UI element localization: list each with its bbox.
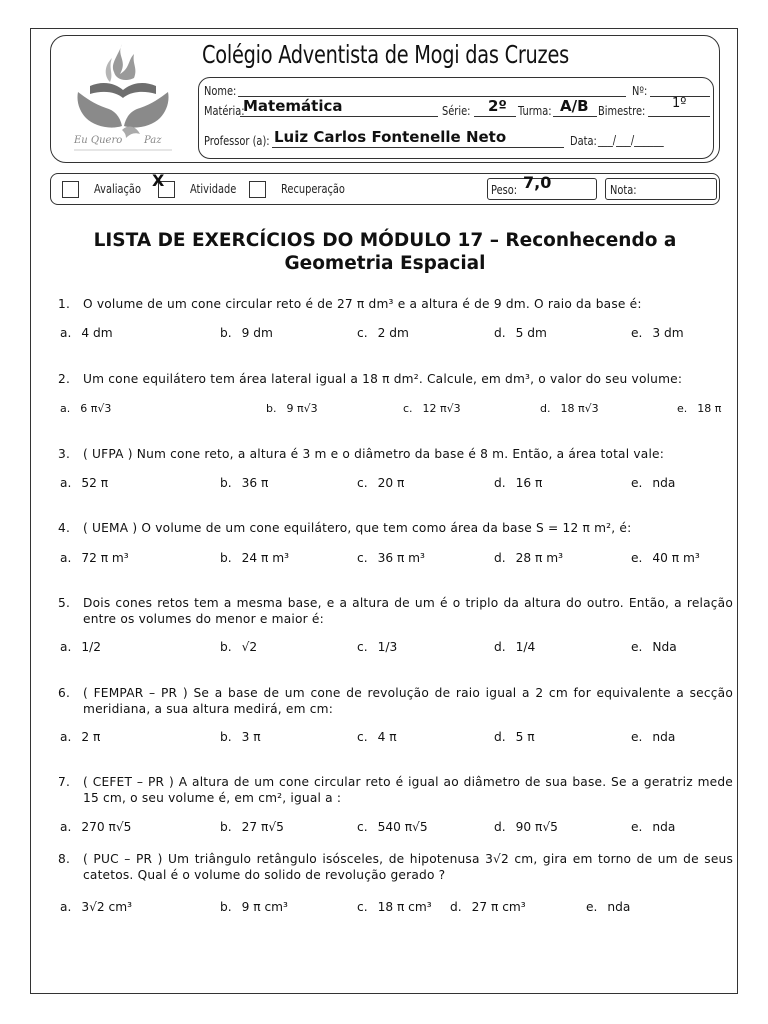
nota-label: Nota:: [610, 183, 637, 197]
numero-label: Nº:: [632, 84, 648, 98]
option-letter: b.: [220, 820, 232, 834]
option-text: 18 π: [697, 402, 722, 415]
q4-option-a[interactable]: [60, 551, 129, 565]
option-letter: d.: [494, 476, 506, 490]
option-letter: b.: [220, 900, 232, 914]
q6-option-a[interactable]: [60, 730, 100, 744]
option-text: 36 π: [241, 476, 269, 490]
option-text: 27 π cm³: [471, 900, 526, 914]
q1-option-b[interactable]: [220, 326, 273, 340]
logo-caption-right: Paz: [144, 135, 162, 146]
question-number: 8.: [58, 852, 71, 866]
q2-option-c[interactable]: [403, 402, 461, 415]
question-number: 5.: [58, 596, 71, 610]
q4-option-c[interactable]: [357, 551, 425, 565]
q8-option-a[interactable]: [60, 900, 132, 914]
q3-option-d[interactable]: [494, 476, 542, 490]
bimestre-value: 1º: [672, 96, 687, 111]
option-text: 3√2 cm³: [81, 900, 132, 914]
option-letter: d.: [494, 730, 506, 744]
q3-option-c[interactable]: [357, 476, 404, 490]
option-text: 36 π m³: [377, 551, 425, 565]
q5-option-d[interactable]: [494, 640, 535, 654]
q7-option-c[interactable]: [357, 820, 428, 834]
q7-option-e[interactable]: [631, 820, 675, 834]
question-number: 3.: [58, 447, 71, 461]
bimestre-field[interactable]: [648, 116, 710, 117]
option-text: 72 π m³: [81, 551, 129, 565]
question-text: ( FEMPAR – PR ) Se a base de um cone de revolução de raio igual a 2 cm for equivalente a secção meridiana, a sua altura medirá, em cm:: [83, 686, 733, 716]
option-text: 9 π cm³: [241, 900, 288, 914]
option-letter: a.: [60, 900, 72, 914]
option-letter: a.: [60, 640, 72, 654]
q8-option-d[interactable]: [450, 900, 526, 914]
option-text: 24 π m³: [241, 551, 289, 565]
q1-option-a[interactable]: [60, 326, 113, 340]
atividade-check-mark: X: [152, 171, 165, 190]
question-text: Dois cones retos tem a mesma base, e a altura de um é o triplo da altura do outro. Então, a relação entre os volumes do menor e maior é:: [83, 596, 733, 626]
option-letter: e.: [631, 326, 643, 340]
option-letter: d.: [540, 402, 551, 415]
option-letter: b.: [266, 402, 277, 415]
option-text: 90 π√5: [515, 820, 558, 834]
option-text: nda: [652, 820, 676, 834]
q6-option-c[interactable]: [357, 730, 397, 744]
avaliacao-checkbox[interactable]: [62, 181, 79, 198]
logo-caption-left: Eu Quero: [74, 135, 123, 146]
q6-option-e[interactable]: [631, 730, 675, 744]
question-text: ( CEFET – PR ) A altura de um cone circular reto é igual ao diâmetro de sua base. Se a geratriz mede 15 cm, o seu volume é, em cm², igual a :: [83, 775, 733, 805]
option-letter: e.: [631, 730, 643, 744]
q7-option-d[interactable]: [494, 820, 558, 834]
school-logo: [64, 38, 182, 160]
option-letter: a.: [60, 730, 72, 744]
question-number: 2.: [58, 372, 71, 386]
q1-option-d[interactable]: [494, 326, 547, 340]
option-letter: c.: [357, 640, 368, 654]
peso-label: Peso:: [491, 183, 518, 197]
nome-label: Nome:: [204, 84, 237, 98]
option-letter: e.: [631, 820, 643, 834]
option-text: 27 π√5: [241, 820, 284, 834]
serie-label: Série:: [442, 104, 471, 118]
option-text: 6 π√3: [80, 402, 112, 415]
q1-option-e[interactable]: [631, 326, 684, 340]
q5-option-a[interactable]: [60, 640, 101, 654]
option-letter: c.: [357, 820, 368, 834]
option-letter: c.: [357, 326, 368, 340]
q7-option-b[interactable]: [220, 820, 284, 834]
option-text: 270 π√5: [81, 820, 132, 834]
question-text: Um cone equilátero tem área lateral igual a 18 π dm². Calcule, em dm³, o valor do seu volume:: [83, 372, 683, 386]
q3-option-b[interactable]: [220, 476, 268, 490]
option-text: 1/2: [81, 640, 101, 654]
avaliacao-label: Avaliação: [94, 182, 141, 196]
title-line-2: Geometria Espacial: [284, 253, 486, 274]
turma-field[interactable]: [553, 116, 597, 117]
question-text: ( PUC – PR ) Um triângulo retângulo isósceles, de hipotenusa 3√2 cm, gira em torno de um de seus catetos. Qual é o volume do solido de revolução gerado ?: [83, 852, 733, 882]
peso-value: 7,0: [523, 173, 552, 192]
option-letter: e.: [631, 640, 643, 654]
q4-option-d[interactable]: [494, 551, 563, 565]
q3-option-e[interactable]: [631, 476, 675, 490]
option-text: 4 π: [377, 730, 397, 744]
q5-option-c[interactable]: [357, 640, 397, 654]
option-letter: b.: [220, 326, 232, 340]
option-letter: c.: [357, 730, 368, 744]
option-text: 16 π: [515, 476, 543, 490]
q8-option-e[interactable]: [586, 900, 630, 914]
option-text: 4 dm: [81, 326, 113, 340]
q5-option-b[interactable]: [220, 640, 257, 654]
option-letter: a.: [60, 551, 72, 565]
option-letter: d.: [450, 900, 462, 914]
title-line-1: LISTA DE EXERCÍCIOS DO MÓDULO 17 – Reconhecendo a: [93, 230, 677, 251]
q6-option-d[interactable]: [494, 730, 535, 744]
option-letter: e.: [586, 900, 598, 914]
option-text: 40 π m³: [652, 551, 700, 565]
q2-option-b[interactable]: [266, 402, 318, 415]
option-letter: b.: [220, 551, 232, 565]
option-text: 12 π√3: [422, 402, 461, 415]
option-letter: a.: [60, 326, 72, 340]
option-text: nda: [652, 730, 676, 744]
option-text: 2 π: [81, 730, 101, 744]
option-text: 9 π√3: [286, 402, 318, 415]
q2-option-d[interactable]: [540, 402, 599, 415]
option-letter: c.: [357, 551, 368, 565]
worksheet-title: [40, 229, 730, 275]
q8-option-c[interactable]: [357, 900, 432, 914]
option-text: Nda: [652, 640, 677, 654]
q6-option-b[interactable]: [220, 730, 261, 744]
option-text: 18 π√3: [560, 402, 599, 415]
q2-option-a[interactable]: [60, 402, 111, 415]
option-text: 5 dm: [515, 326, 547, 340]
recuperacao-checkbox[interactable]: [249, 181, 266, 198]
option-letter: e.: [677, 402, 688, 415]
option-text: 18 π cm³: [377, 900, 432, 914]
option-text: 3 π: [241, 730, 261, 744]
option-letter: b.: [220, 476, 232, 490]
question-number: 7.: [58, 775, 71, 789]
q4-option-e[interactable]: [631, 551, 700, 565]
option-text: nda: [607, 900, 631, 914]
data-field[interactable]: ___/___/______: [598, 133, 664, 147]
option-text: nda: [652, 476, 676, 490]
materia-label: Matéria:: [204, 104, 245, 118]
option-text: 5 π: [515, 730, 535, 744]
q4-option-b[interactable]: [220, 551, 289, 565]
data-label: Data:: [570, 134, 597, 148]
question-number: 1.: [58, 297, 71, 311]
recuperacao-label: Recuperação: [281, 182, 345, 196]
q1-option-c[interactable]: [357, 326, 409, 340]
option-letter: d.: [494, 640, 506, 654]
professor-field[interactable]: [272, 147, 564, 148]
q3-option-a[interactable]: [60, 476, 108, 490]
option-text: 28 π m³: [515, 551, 563, 565]
bimestre-label: Bimestre:: [598, 104, 646, 118]
school-name: Colégio Adventista de Mogi das Cruzes: [202, 40, 569, 69]
option-text: 9 dm: [241, 326, 273, 340]
serie-value: 2º: [488, 97, 507, 115]
q7-option-a[interactable]: [60, 820, 131, 834]
serie-field[interactable]: [474, 116, 516, 117]
professor-label: Professor (a):: [204, 134, 270, 148]
option-letter: d.: [494, 820, 506, 834]
option-text: 2 dm: [377, 326, 409, 340]
professor-value: Luiz Carlos Fontenelle Neto: [274, 128, 507, 146]
turma-value: A/B: [560, 97, 589, 115]
q8-option-b[interactable]: [220, 900, 288, 914]
question-text: ( UFPA ) Num cone reto, a altura é 3 m e o diâmetro da base é 8 m. Então, a área total vale:: [83, 447, 665, 461]
atividade-label: Atividade: [190, 182, 237, 196]
option-text: 52 π: [81, 476, 109, 490]
question-text: O volume de um cone circular reto é de 27 π dm³ e a altura é de 9 dm. O raio da base é:: [83, 297, 642, 311]
option-letter: c.: [357, 476, 368, 490]
q5-option-e[interactable]: [631, 640, 677, 654]
option-letter: b.: [220, 640, 232, 654]
option-text: 20 π: [377, 476, 405, 490]
turma-label: Turma:: [518, 104, 552, 118]
option-text: 3 dm: [652, 326, 684, 340]
option-letter: a.: [60, 402, 71, 415]
question-text: ( UEMA ) O volume de um cone equilátero, que tem como área da base S = 12 π m², é:: [83, 521, 632, 535]
option-letter: d.: [494, 551, 506, 565]
question-number: 4.: [58, 521, 71, 535]
q2-option-e[interactable]: [677, 402, 721, 415]
materia-value: Matemática: [243, 97, 343, 115]
option-letter: c.: [357, 900, 368, 914]
option-text: 1/4: [515, 640, 536, 654]
materia-field[interactable]: [240, 116, 438, 117]
option-text: 540 π√5: [377, 820, 428, 834]
option-letter: e.: [631, 551, 643, 565]
option-letter: a.: [60, 820, 72, 834]
option-letter: d.: [494, 326, 506, 340]
option-text: √2: [241, 640, 258, 654]
option-letter: b.: [220, 730, 232, 744]
question-number: 6.: [58, 686, 71, 700]
option-letter: c.: [403, 402, 413, 415]
option-text: 1/3: [377, 640, 398, 654]
option-letter: a.: [60, 476, 72, 490]
option-letter: e.: [631, 476, 643, 490]
